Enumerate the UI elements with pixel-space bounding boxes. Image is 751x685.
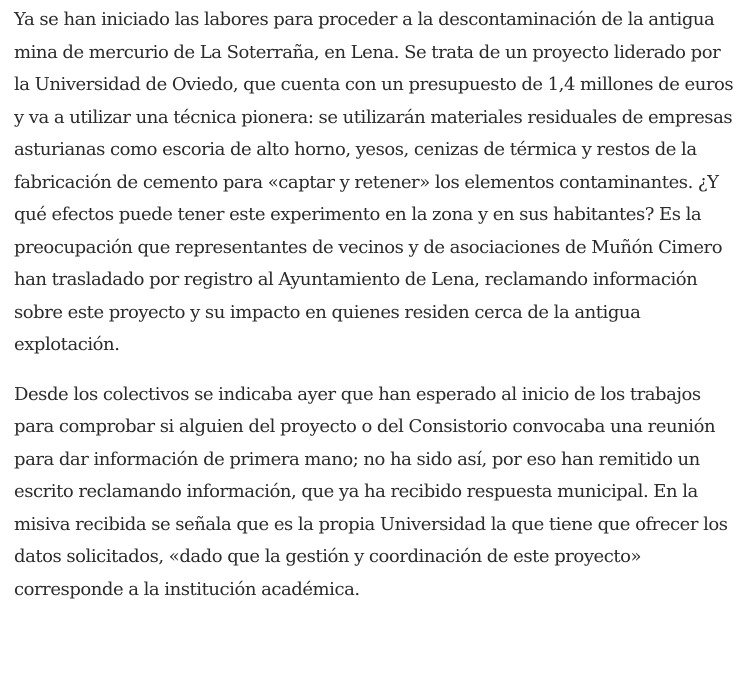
article-paragraph-2: Desde los colectivos se indicaba ayer que han esperado al inicio de los trabajos para comprobar si alguien del proyecto o del Consistorio convocaba una reunión para dar información de primera mano; no ha sido así, por eso han remitido un escrito reclamando información, que ya ha recibido respuesta municipal. En la misiva recibida se señala que es la propia Universidad la que tiene que ofrecer los datos solicitados, «dado que la gestión y coordinación de este proyecto» corresponde a la institución académica. [14, 383, 728, 600]
article-paragraph-1: Ya se han iniciado las labores para proceder a la descontaminación de la antigua mina de mercurio de La Soterraña, en Lena. Se trata de un proyecto liderado por la Universidad de Oviedo, que cuenta con un presupuesto de 1,4 millones de euros y va a utilizar una técnica pionera: se utilizarán materiales residuales de empresas asturianas como escoria de alto horno, yesos, cenizas de térmica y restos de la fabricación de cemento para «captar y retener» los elementos contaminantes. ¿Y qué efectos puede tener este experimento en la zona y en sus habitantes? Es la preocupación que representantes de vecinos y de asociaciones de Muñón Cimero han trasladado por registro al Ayuntamiento de Lena, reclamando información sobre este proyecto y su impacto en quienes residen cerca de la antigua explotación. [14, 9, 734, 355]
